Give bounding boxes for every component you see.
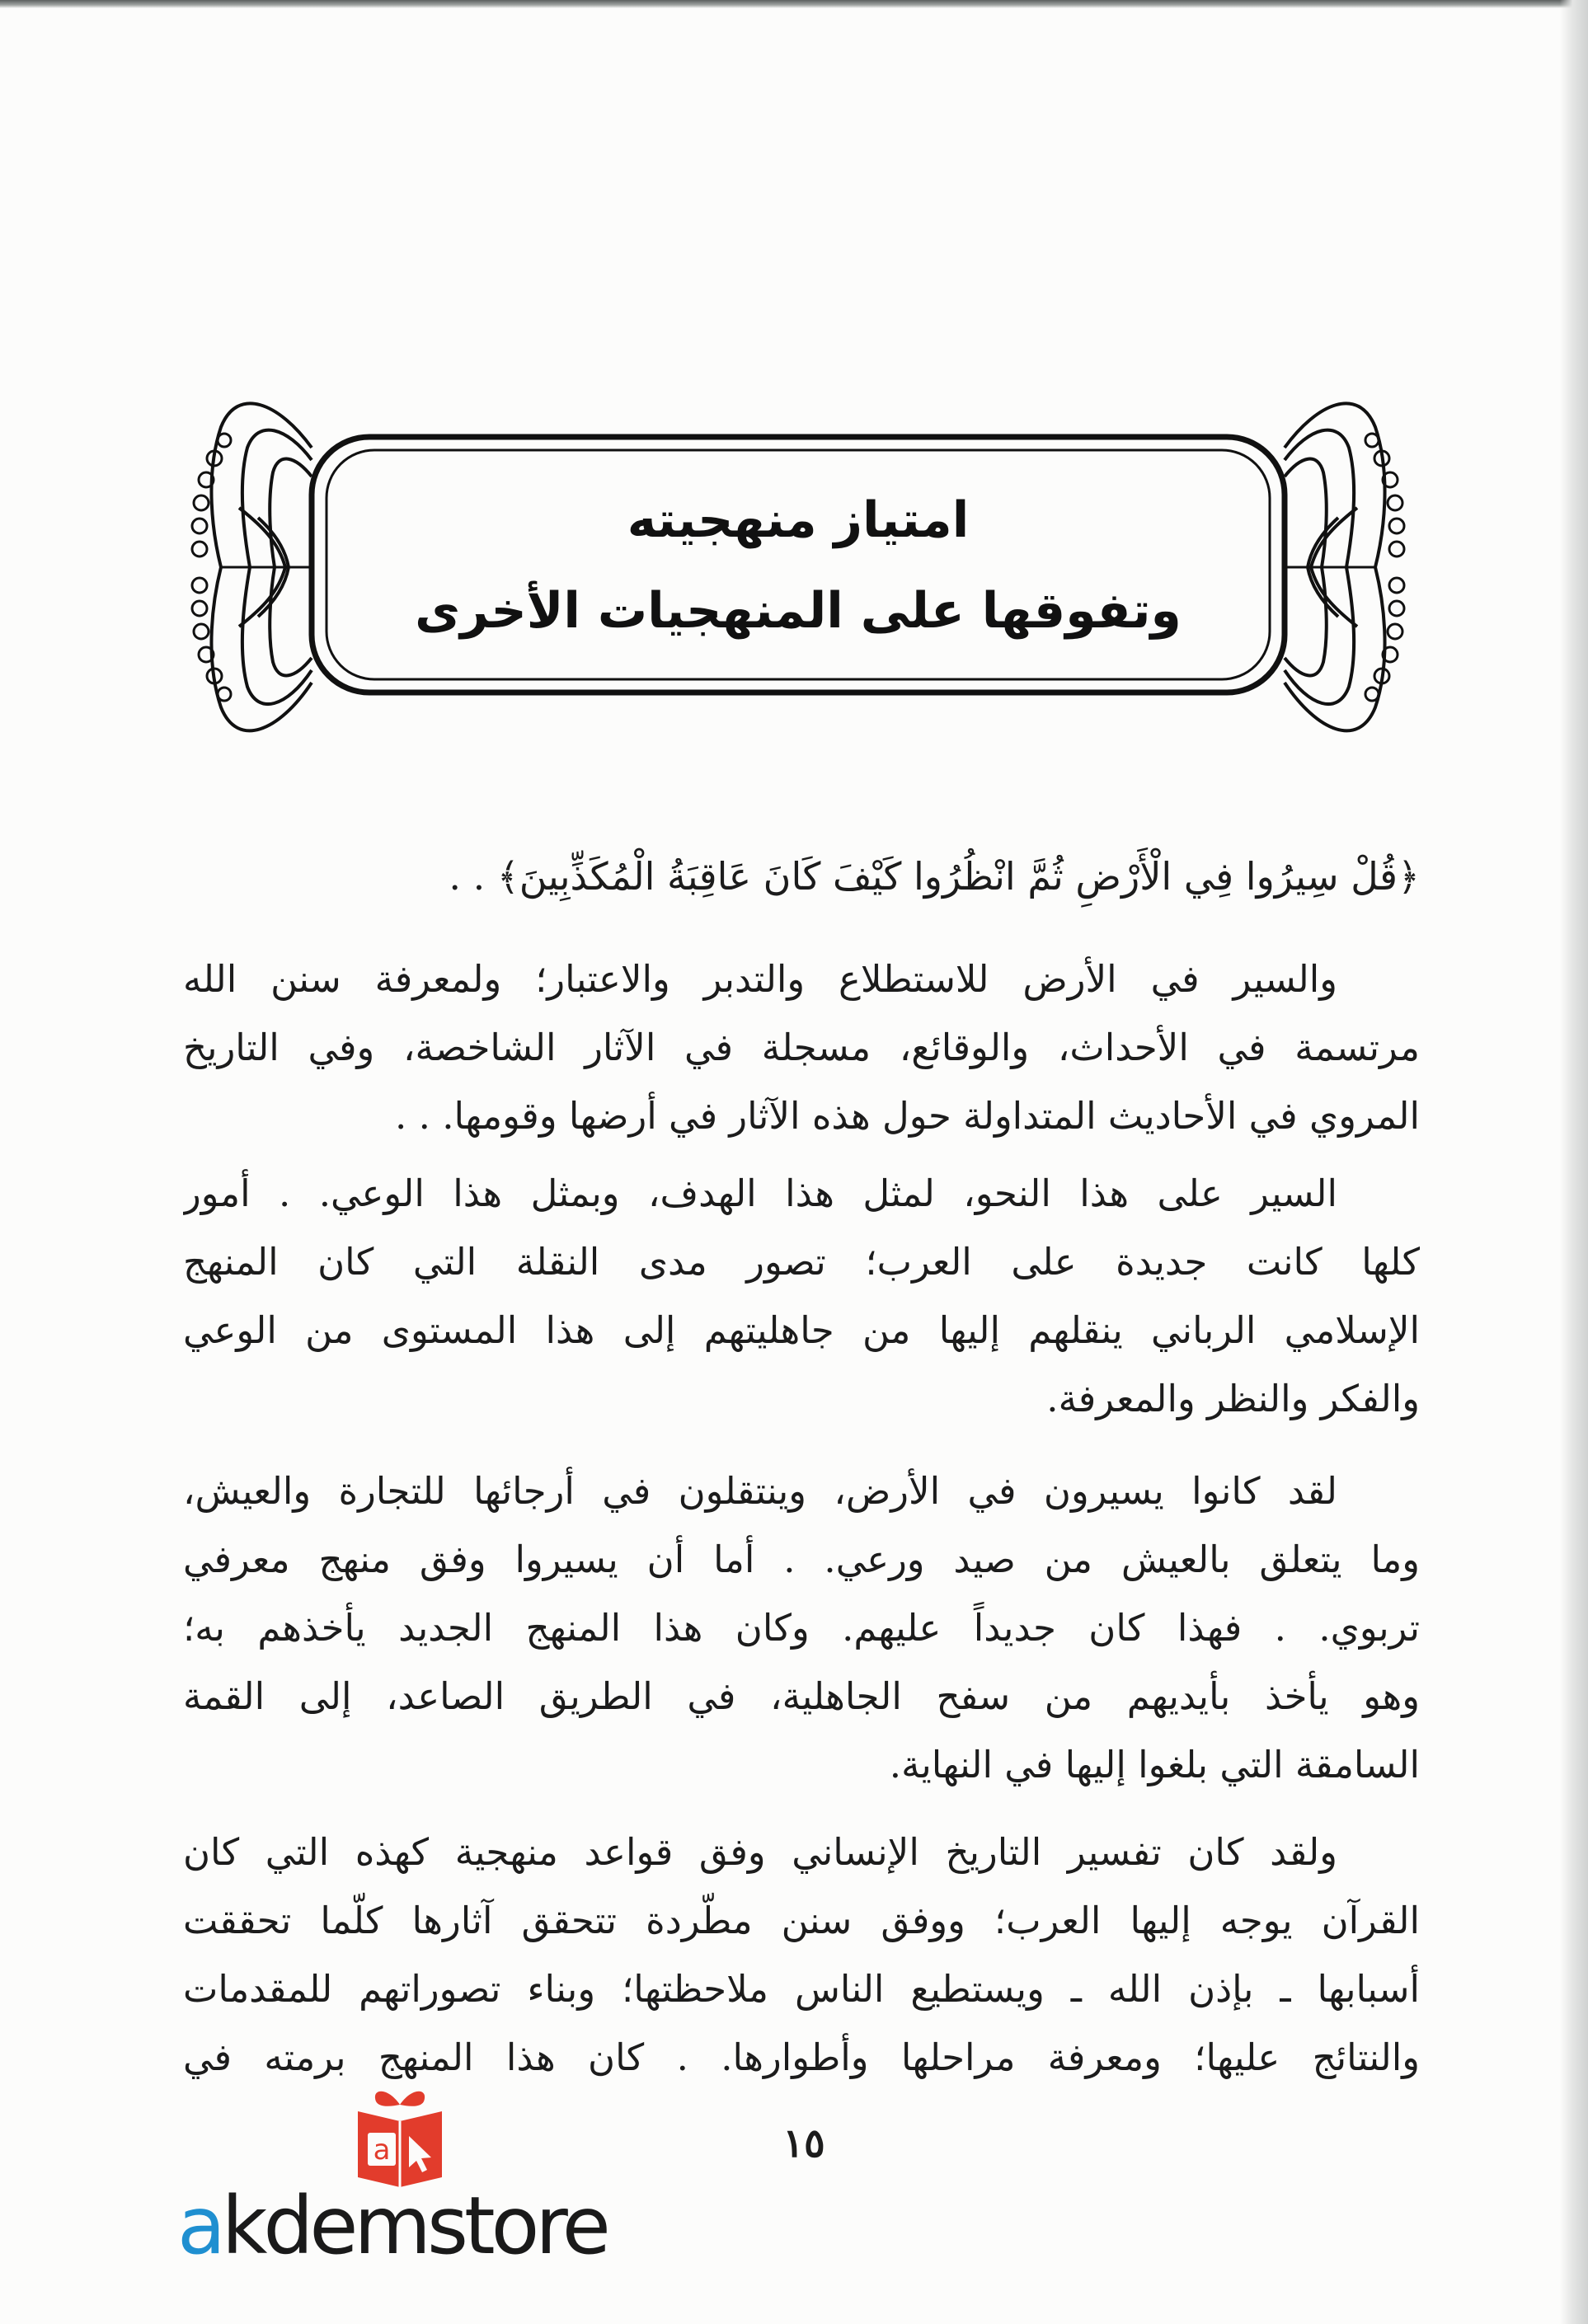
scan-edge-top xyxy=(0,0,1588,8)
store-watermark xyxy=(177,2082,606,2271)
store-name-rest: kdemstore xyxy=(221,2180,607,2272)
store-name-accent: a xyxy=(177,2180,222,2272)
text-line: والنتائج عليها؛ ومعرفة مراحلها وأطوارها. . كان هذا المنهج برمته في xyxy=(183,2035,1420,2079)
text-line: السامقة التي بلغوا إليها في النهاية. xyxy=(889,1743,1420,1786)
text-line: الإسلامي الرباني ينقلهم إليها من جاهليتهم إلى هذا المستوى من الوعي xyxy=(183,1308,1420,1352)
store-name xyxy=(177,2181,607,2271)
text-line: كلها كانت جديدة على العرب؛ تصور مدى النقلة التي كان المنهج xyxy=(183,1240,1420,1284)
book-gift-icon xyxy=(346,2082,453,2189)
text-line: وما يتعلق بالعيش من صيد ورعي. . أما أن يسيروا وفق منهج معرفي xyxy=(183,1538,1420,1581)
paragraph-4 xyxy=(183,1818,1420,2092)
text-line: تربوي. . فهذا كان جديداً عليهم. وكان هذا المنهج الجديد يأخذهم به؛ xyxy=(183,1606,1420,1650)
text-line: وهو يأخذ بأيديهم من سفح الجاهلية، في الطريق الصاعد، إلى القمة xyxy=(183,1674,1420,1718)
paragraph-2 xyxy=(183,1159,1420,1433)
text-line: المروي في الأحاديث المتداولة حول هذه الآثار في أرضها وقومها. . . xyxy=(394,1094,1420,1138)
scan-edge-right xyxy=(1560,0,1588,2324)
page-number: ١٥ xyxy=(782,2120,825,2167)
text-line: السير على هذا النحو، لمثل هذا الهدف، وبمثل هذا الوعي. . أمور xyxy=(183,1171,1337,1215)
text-line: لقد كانوا يسيرون في الأرض، وينتقلون في أرجائها للتجارة والعيش، xyxy=(183,1469,1337,1513)
text-line: ولقد كان تفسير التاريخ الإنساني وفق قواعد منهجية كهذه التي كان xyxy=(183,1830,1337,1874)
paragraph-1 xyxy=(183,945,1420,1150)
chapter-title-frame xyxy=(188,369,1408,765)
quran-verse: ﴿قُلْ سِيرُوا فِي الْأَرْضِ ثُمَّ انْظُرُوا كَيْفَ كَانَ عَاقِبَةُ الْمُكَذِّبِينَ﴾ . . xyxy=(449,854,1420,899)
text-line: أسبابها ـ بإذن الله ـ ويستطيع الناس ملاحظتها؛ وبناء تصوراتهم للمقدمات xyxy=(183,1967,1420,2011)
chapter-title-line-1: امتياز منهجيته xyxy=(627,491,970,549)
text-line: القرآن يوجه إليها العرب؛ ووفق سنن مطّردة تتحقق آثارها كلّما تحققت xyxy=(183,1899,1420,1942)
paragraph-3 xyxy=(183,1457,1420,1799)
store-icon-letter: a xyxy=(373,2134,391,2167)
chapter-title xyxy=(328,475,1268,656)
text-line: والسير في الأرض للاستطلاع والتدبر والاعتبار؛ ولمعرفة سنن الله xyxy=(183,957,1337,1001)
text-line: والفكر والنظر والمعرفة. xyxy=(1046,1377,1420,1420)
text-line: مرتسمة في الأحداث، والوقائع، مسجلة في الآثار الشاخصة، وفي التاريخ xyxy=(183,1026,1420,1069)
chapter-title-line-2: وتفوقها على المنهجيات الأخرى xyxy=(415,582,1182,640)
